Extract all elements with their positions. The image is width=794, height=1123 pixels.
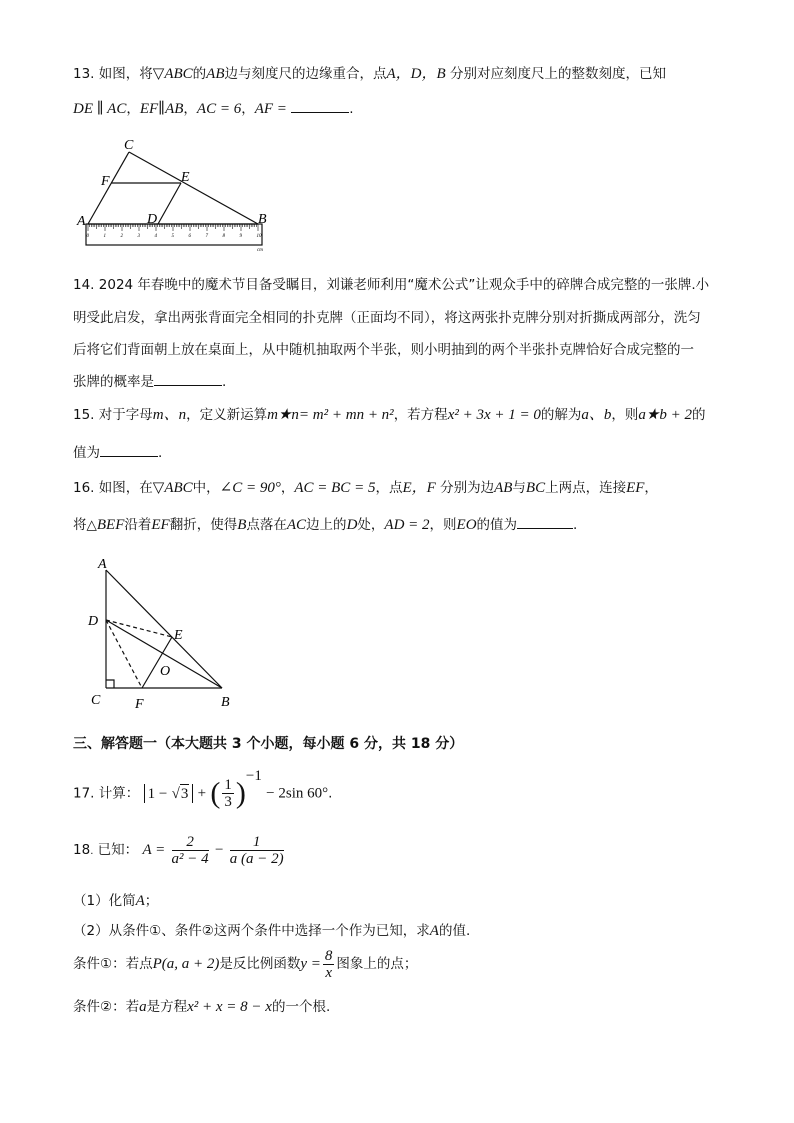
q18-line1: 18. 已知： A = $\frac{2}{\text{a² − 4}}$ − $\frac{1}{a (a - 2)}$	[73, 833, 284, 867]
ruler-number: 1	[103, 234, 106, 239]
q18-condition1: 条件①：若点P(a, a + 2)是反比例函数y = $\frac{8}{x}$ 图象上的点；	[73, 947, 418, 981]
fig13-label-b: B	[258, 212, 267, 227]
q13-line2: DE ∥ AC，EF∥AB，AC = 6，AF = .	[73, 98, 354, 119]
fig16-label-f: F	[135, 697, 144, 712]
q13-line1: 13. 如图，将▽ABC的AB边与刻度尺的边缘重合，点A，D，B 分别对应刻度尺上的整数刻度，已知	[73, 66, 666, 82]
ruler-number: 4	[154, 234, 157, 239]
fig13-label-a: A	[77, 214, 86, 229]
q18-condition2: 条件②：若a是方程x² + x = 8 − x的一个根.	[73, 999, 331, 1015]
fig13-label-f: F	[101, 174, 110, 189]
fig16-label-a: A	[98, 557, 107, 572]
q13-figure	[75, 135, 275, 255]
fig16-label-d: D	[88, 614, 99, 629]
fig13-label-c: C	[124, 138, 134, 153]
fig16-label-b: B	[221, 695, 230, 710]
q17-line: 17. 计算： 1 − √3 + ( $\frac{1}{3}$ )$^{-1}$ − 2sin 60°.	[73, 768, 333, 810]
fig16-label-o: O	[160, 664, 171, 679]
fig16-right-angle-mark	[106, 680, 114, 688]
q15-line1: 15. 对于字母m、n，定义新运算m★n= m² + mn + n²，若方程x² + 3x + 1 = 0的解为a、b，则a★b + 2的	[73, 407, 706, 423]
ruler-number: 9	[239, 234, 242, 239]
q16-line2: 将△BEF沿着EF翻折，使得B点落在AC边上的D处，AD = 2，则EO的值为 .	[73, 514, 577, 535]
q18-part1: （1）化简A；	[73, 893, 159, 909]
fig13-ruler-numbers	[87, 234, 263, 239]
q15-line2: 值为 .	[73, 442, 162, 463]
q14-answer-blank[interactable]	[154, 371, 222, 386]
ruler-number: 5	[171, 234, 174, 239]
q16-line1: 16. 如图，在▽ABC中，∠C = 90°，AC = BC = 5，点E，F 分别为边AB与BC上两点，连接EF，	[73, 480, 658, 496]
fig13-ruler-unit: cm	[257, 248, 263, 253]
q16-figure	[85, 553, 245, 713]
fig16-seg-de	[106, 620, 172, 637]
ruler-number: 3	[137, 234, 140, 239]
q18-part2: （2）从条件①、条件②这两个条件中选择一个作为已知，求A的值.	[73, 923, 471, 939]
ruler-number: 8	[222, 234, 225, 239]
q14-line1: 14. 2024 年春晚中的魔术节目备受瞩目，刘谦老师利用“魔术公式”让观众手中的碎牌合成完整的一张牌.小	[73, 277, 710, 293]
fig13-seg-de	[158, 183, 181, 224]
fig13-ruler	[86, 224, 262, 245]
section3-title: 三、解答题一（本大题共 3 个小题，每小题 6 分，共 18 分）	[73, 736, 464, 752]
fig16-label-e: E	[174, 628, 183, 643]
q13-answer-blank[interactable]	[291, 98, 349, 113]
q16-answer-blank[interactable]	[517, 514, 573, 529]
q14-line3: 后将它们背面朝上放在桌面上，从中随机抽取两个半张，则小明抽到的两个半张扑克牌恰好合成完整的一	[73, 342, 694, 358]
fig16-label-c: C	[91, 693, 101, 708]
ruler-number: 6	[188, 234, 191, 239]
ruler-number: 7	[205, 234, 208, 239]
fig16-seg-ef	[142, 637, 172, 688]
fig13-label-e: E	[181, 170, 190, 185]
q14-line4: 张牌的概率是 .	[73, 371, 226, 392]
q15-answer-blank[interactable]	[100, 442, 158, 457]
fig13-label-d: D	[147, 212, 158, 227]
ruler-number: 10	[256, 234, 262, 239]
ruler-number: 2	[120, 234, 123, 239]
ruler-number: 0	[86, 234, 89, 239]
q14-line2: 明受此启发，拿出两张背面完全相同的扑克牌（正面均不同），将这两张扑克牌分别对折撕成两部分，洗匀	[73, 310, 701, 326]
fig13-ruler-ticks	[88, 224, 258, 231]
